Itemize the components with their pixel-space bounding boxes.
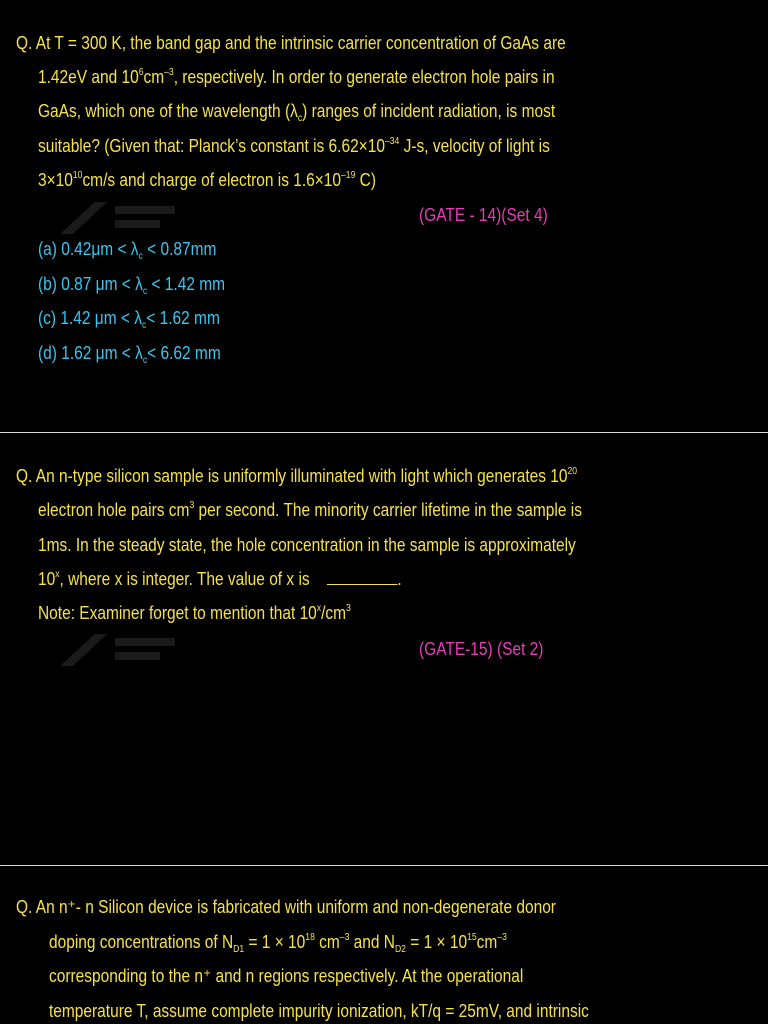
q2-source: (GATE-15) (Set 2): [419, 639, 544, 659]
watermark-logo: [55, 630, 185, 670]
q1-line-5: $3\times 10^{10}cm/s$ and charge of electron is $1.6\times 10^{-19}$ C): [38, 170, 377, 190]
q2-line-1: Q. An n-type silicon sample is uniformly illuminated with light which generates $10^{20}$: [16, 466, 578, 486]
section-divider-1: [0, 432, 768, 433]
q1-option-a[interactable]: (a) $0.42\mu m < \lambda_c < 0.87mm$: [38, 239, 217, 262]
q1-line-1: Q. At T = 300 K, the band gap and the intrinsic carrier concentration of GaAs are: [16, 33, 566, 53]
q1-option-c[interactable]: (c) 1.42 $\mu m < \lambda_c< 1.62$ mm: [38, 308, 220, 331]
watermark-logo: [55, 198, 185, 238]
q1-line-4: suitable? (Given that: Planck’s constant is $6.62\times 10^{-34}$ J-s, velocity of light is: [38, 136, 550, 156]
q1-source: (GATE - 14)(Set 4): [419, 205, 548, 225]
q1-line-2: 1.42eV and $10^6cm^{-3}$, respectively. In order to generate electron hole pairs in: [38, 67, 555, 87]
q2-line-2: electron hole pairs $cm^3$ per second. The minority carrier lifetime in the sample is: [38, 500, 582, 520]
q3-line-3: corresponding to the n⁺ and n regions respectively. At the operational: [49, 966, 524, 986]
answer-blank[interactable]: [327, 570, 398, 585]
q2-line-5: Note: Examiner forget to mention that $10^x/cm^3$: [38, 603, 351, 623]
q2-line-3: 1ms. In the steady state, the hole concentration in the sample is approximately: [38, 535, 576, 555]
q3-line-4: temperature T, assume complete impurity ionization, kT/q = 25mV, and intrinsic: [49, 1001, 589, 1021]
q1-option-b[interactable]: (b) 0.87 $\mu m < \lambda_c < 1.42$ mm: [38, 274, 226, 297]
q1-option-d[interactable]: (d) 1.62 $\mu m < \lambda_c< 6.62$ mm: [38, 343, 221, 366]
q3-line-1: Q. An n⁺- n Silicon device is fabricated with uniform and non-degenerate donor: [16, 897, 556, 917]
q2-line-4: 10$^x$, where x is integer. The value of x is .: [38, 569, 402, 589]
q3-line-2: doping concentrations of $N_{D1} = 1 \times 10^{18}$ $cm^{-3}$ and $N_{D2} = 1 \times 10^{15}cm^{-3}$: [49, 932, 507, 955]
section-divider-2: [0, 865, 768, 866]
q1-line-3: GaAs, which one of the wavelength $(\lambda_c)$ ranges of incident radiation, is most: [38, 101, 556, 124]
